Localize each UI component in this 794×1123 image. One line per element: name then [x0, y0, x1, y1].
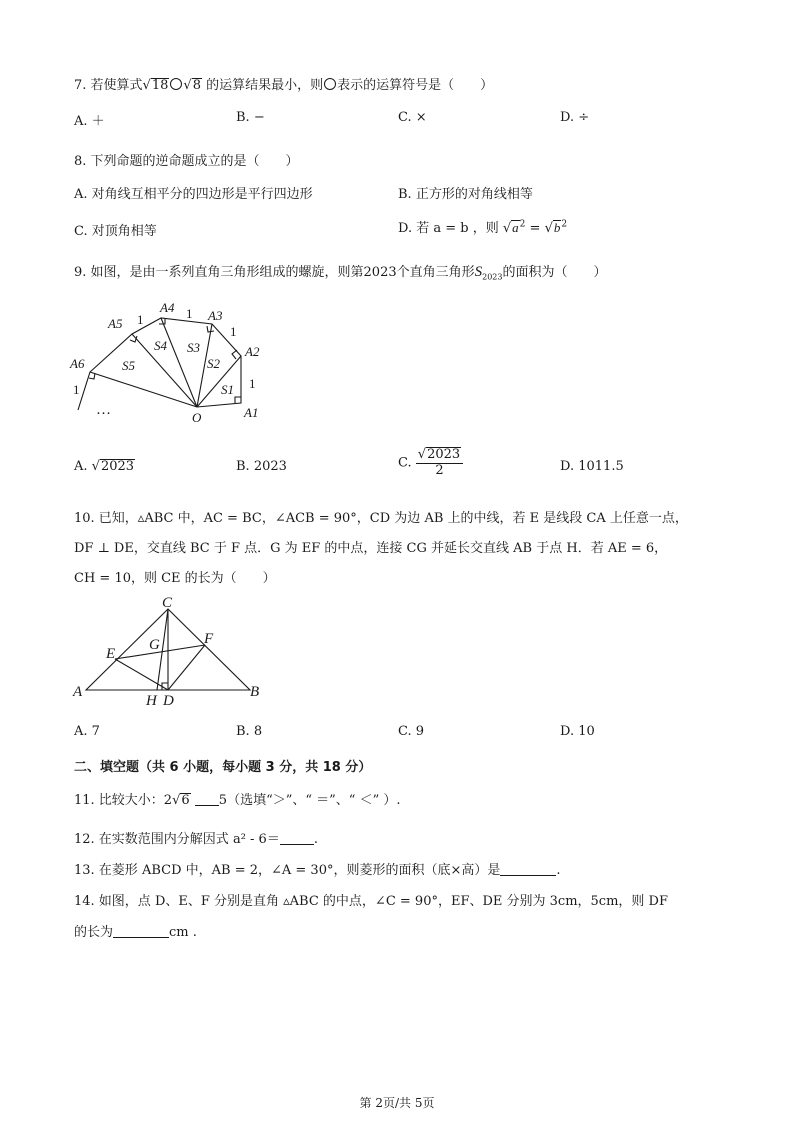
label-a: A — [73, 684, 83, 700]
triangle-abc-figure — [66, 592, 276, 712]
q12-answer-blank — [280, 844, 314, 845]
q10-option-c: C. 9 — [398, 724, 425, 739]
label-unit-2: 1 — [230, 324, 237, 339]
label-b: B — [250, 684, 260, 700]
label-s4: S4 — [154, 338, 167, 353]
q9-option-c: C. $\frac{√2023}{2}$ — [398, 447, 463, 479]
q7-option-c: C. × — [398, 110, 427, 125]
q10-line1: 10. 已知，▵ABC 中，AC = BC，∠ACB = 90°，CD 为边 AB 上的中线，若 E 是线段 CA 上任意一点， — [74, 511, 688, 526]
q14-line2: 的长为 cm . — [74, 925, 197, 940]
q9-option-d: D. 1011.5 — [560, 459, 624, 474]
q7-option-b: B. − — [236, 110, 265, 125]
label-f: F — [204, 631, 214, 647]
q9-option-b: B. 2023 — [236, 459, 287, 474]
label-c: C — [162, 595, 173, 611]
label-unit-3: 1 — [186, 306, 193, 321]
q7-option-a: A. ＋ — [74, 114, 105, 129]
q13-answer-blank — [500, 875, 556, 876]
q9-option-a: A. √2023 — [74, 459, 135, 474]
page-number: 第 2页/共 5页 — [359, 1096, 435, 1110]
section-title: 二、填空题（共 6 小题，每小题 3 分，共 18 分） — [74, 760, 372, 775]
q10-option-d: D. 10 — [560, 724, 595, 739]
q8-option-b: B. 正方形的对角线相等 — [398, 187, 533, 202]
label-h: H — [146, 693, 157, 709]
q7-sqrt-a: 18 — [151, 78, 169, 93]
q11-answer-blank — [195, 805, 219, 806]
label-unit-1: 1 — [249, 376, 256, 391]
label-s3: S3 — [187, 340, 200, 355]
label-o: O — [192, 410, 202, 425]
label-a1: A1 — [244, 405, 259, 420]
label-s2: S2 — [207, 356, 220, 371]
q12: 12. 在实数范围内分解因式 a² - 6＝ . — [74, 832, 318, 847]
label-e: E — [106, 646, 116, 662]
label-d: D — [163, 693, 174, 709]
label-unit-5: 1 — [73, 382, 80, 397]
q7-circle-symbol — [324, 78, 336, 90]
q10-line2: DF ⊥ DE，交直线 BC 于 F 点．G 为 EF 的中点，连接 CG 并延长交直线 AB 于点 H．若 AE = 6， — [74, 541, 668, 556]
q7-sqrt-b: 8 — [192, 78, 201, 93]
q8-option-a: A. 对角线互相平分的四边形是平行四边形 — [74, 187, 313, 202]
label-a2: A2 — [245, 344, 260, 359]
q14-answer-blank — [113, 937, 169, 938]
label-a3: A3 — [208, 308, 223, 323]
q9-stem: 9. 如图，是由一系列直角三角形组成的螺旋，则第2023个直角三角形$S_{2023}$的面积为（ ） — [74, 264, 607, 282]
q7-stem: 7. 若使算式√18 √8 的运算结果最小，则 表示的运算符号是（ ） — [74, 78, 494, 93]
q13: 13. 在菱形 ABCD 中，AB = 2，∠A = 30°，则菱形的面积（底×高）是 . — [74, 863, 561, 878]
label-unit-4: 1 — [137, 312, 144, 327]
label-ellipsis: … — [96, 402, 111, 418]
spiral-triangle-figure — [64, 296, 284, 426]
q11: 11. 比较大小：2√6 5（选填“＞”、“ ＝”、“ ＜” ）. — [74, 793, 401, 808]
q7-option-d: D. ÷ — [560, 110, 590, 125]
q10-line3: CH = 10，则 CE 的长为（ ） — [74, 571, 276, 586]
q8-stem: 8. 下列命题的逆命题成立的是（ ） — [74, 154, 299, 169]
label-a5: A5 — [108, 316, 123, 331]
q7-circle-placeholder — [170, 78, 182, 90]
label-s5: S5 — [122, 358, 135, 373]
label-s1: S1 — [221, 382, 234, 397]
q8-option-d: D. 若 a = b ，则 $√a^2 = √b^2$ — [398, 219, 568, 236]
q10-option-b: B. 8 — [236, 724, 263, 739]
label-a4: A4 — [160, 300, 175, 315]
label-a6: A6 — [70, 356, 85, 371]
q8-option-c: C. 对顶角相等 — [74, 224, 157, 239]
label-g: G — [149, 637, 160, 653]
q14-line1: 14. 如图，点 D、E、F 分别是直角 ▵ABC 的中点，∠C = 90°，EF、DE 分别为 3cm，5cm，则 DF — [74, 894, 668, 909]
q10-option-a: A. 7 — [74, 724, 100, 739]
